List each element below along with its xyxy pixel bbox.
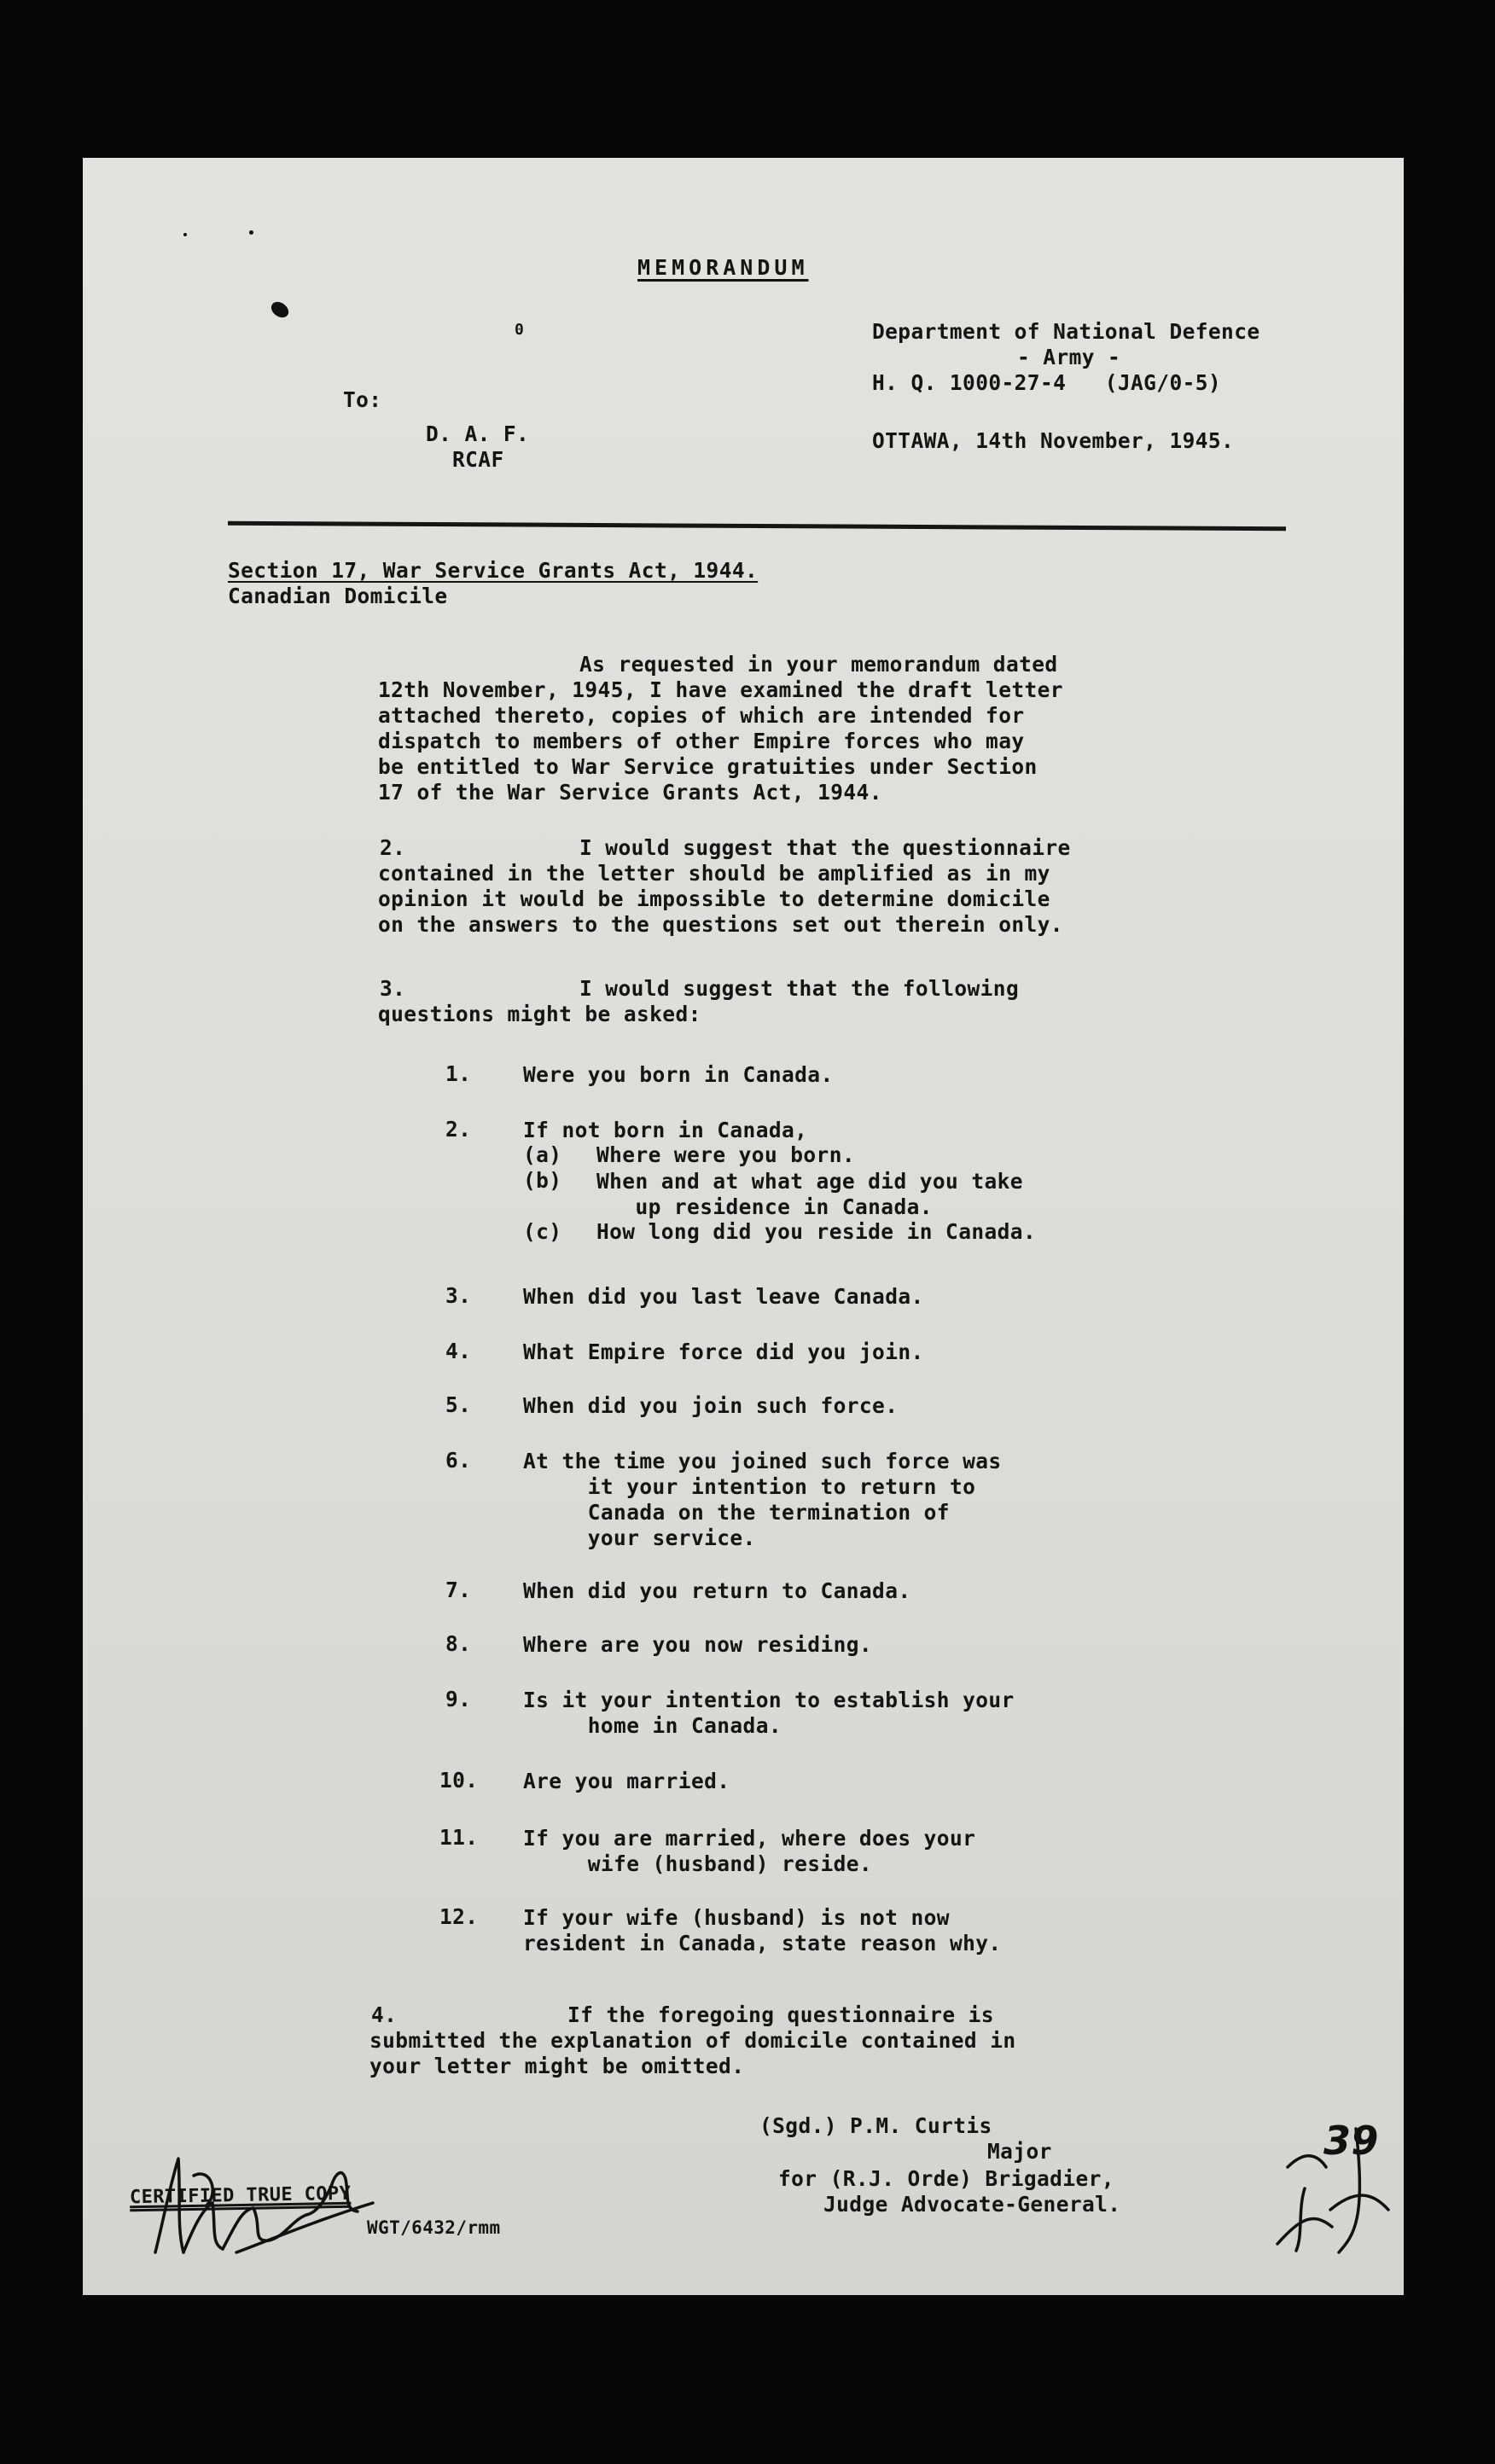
question-number: 2. [445, 1117, 472, 1142]
to-label: To: [343, 387, 382, 412]
question-number: 3. [445, 1283, 472, 1308]
question-text: Is it your intention to establish your home in Canada. [523, 1688, 1015, 1738]
date-line: OTTAWA, 14th November, 1945. [872, 428, 1235, 453]
handwritten-page-mark [1254, 2107, 1399, 2261]
ink-speck [183, 233, 187, 236]
paragraph-line: If the foregoing questionnaire is [567, 2002, 994, 2027]
ink-speck [249, 230, 253, 235]
question-text: If you are married, where does your wife (husband) reside. [523, 1826, 976, 1876]
stray-mark: 0 [515, 321, 525, 339]
question-number: 6. [445, 1448, 472, 1473]
question-text: What Empire force did you join. [523, 1340, 924, 1364]
question-text: At the time you joined such force was it your intention to return to Canada on the termination of your service. [523, 1449, 1002, 1550]
paragraph-line: your letter might be omitted. [369, 2054, 745, 2078]
question-number: 10. [439, 1768, 479, 1793]
paragraph-line: questions might be asked: [378, 1002, 701, 1026]
addressee-unit: RCAF [452, 447, 504, 472]
paragraph-line: attached thereto, copies of which are intended for [378, 703, 1025, 728]
question-number: 4. [445, 1339, 472, 1363]
question-text: When did you return to Canada. [523, 1578, 911, 1603]
paragraph-line: I would suggest that the questionnaire [579, 835, 1071, 860]
addressee: D. A. F. [426, 421, 530, 446]
question-text: When did you join such force. [523, 1393, 899, 1418]
subquestion-label: (a) [523, 1142, 562, 1167]
signatory-rank: Major [987, 2139, 1052, 2164]
paragraph-line: on the answers to the questions set out therein only. [378, 912, 1063, 937]
question-text: If your wife (husband) is not now resident in Canada, state reason why. [523, 1905, 1002, 1956]
file-initials-ref: WGT/6432/rmm [367, 2217, 501, 2238]
header-rule [228, 521, 1286, 531]
paragraph-line: I would suggest that the following [579, 976, 1020, 1001]
question-number: 1. [445, 1061, 472, 1086]
paragraph-line: As requested in your memorandum dated [579, 652, 1058, 677]
paragraph-line: contained in the letter should be amplified as in my [378, 861, 1050, 886]
signatory-title: Judge Advocate-General. [823, 2192, 1121, 2217]
question-text: Are you married. [523, 1769, 730, 1793]
paragraph-line: opinion it would be impossible to determine domicile [378, 886, 1050, 911]
question-number: 8. [445, 1631, 472, 1656]
ink-smudge [268, 299, 291, 321]
question-text: When did you last leave Canada. [523, 1284, 924, 1309]
paragraph-line: 12th November, 1945, I have examined the draft letter [378, 677, 1063, 702]
memo-title: MEMORANDUM [637, 255, 809, 280]
subject-line: Section 17, War Service Grants Act, 1944. [228, 558, 759, 583]
certified-true-copy-stamp: CERTIFIED TRUE COPY [129, 2182, 352, 2209]
signatory-for: for (R.J. Orde) Brigadier, [778, 2166, 1114, 2191]
question-number: 12. [439, 1904, 479, 1929]
subquestion-text: When and at what age did you take up residence in Canada. [596, 1169, 1023, 1219]
paragraph-line: 17 of the War Service Grants Act, 1944. [378, 780, 882, 805]
handwritten-signature [134, 2124, 390, 2274]
paragraph-line: submitted the explanation of domicile contained in [369, 2028, 1016, 2053]
paragraph-line: dispatch to members of other Empire forces who may [378, 729, 1025, 753]
department-line: Department of National Defence [872, 319, 1260, 344]
page-number: 39 [1323, 2118, 1379, 2164]
question-number: 11. [439, 1825, 479, 1850]
paragraph-number: 3. [380, 976, 406, 1001]
department-subline: - Army - [1017, 345, 1121, 369]
subject-subline: Canadian Domicile [228, 584, 448, 608]
subquestion-text: Where were you born. [596, 1142, 856, 1167]
signatory-name: (Sgd.) P.M. Curtis [759, 2113, 992, 2138]
question-number: 9. [445, 1687, 472, 1711]
subquestion-label: (b) [523, 1168, 562, 1193]
paragraph-number: 4. [371, 2002, 398, 2027]
subquestion-label: (c) [523, 1219, 562, 1244]
paragraph-number: 2. [380, 835, 406, 860]
subquestion-text: How long did you reside in Canada. [596, 1219, 1037, 1244]
question-number: 5. [445, 1392, 472, 1417]
file-reference: H. Q. 1000-27-4 (JAG/0-5) [872, 370, 1222, 395]
memorandum-page [83, 158, 1404, 2295]
question-text: Where are you now residing. [523, 1632, 873, 1657]
paragraph-line: be entitled to War Service gratuities under Section [378, 754, 1038, 779]
question-text: If not born in Canada, [523, 1118, 808, 1142]
question-number: 7. [445, 1578, 472, 1602]
question-text: Were you born in Canada. [523, 1062, 834, 1087]
